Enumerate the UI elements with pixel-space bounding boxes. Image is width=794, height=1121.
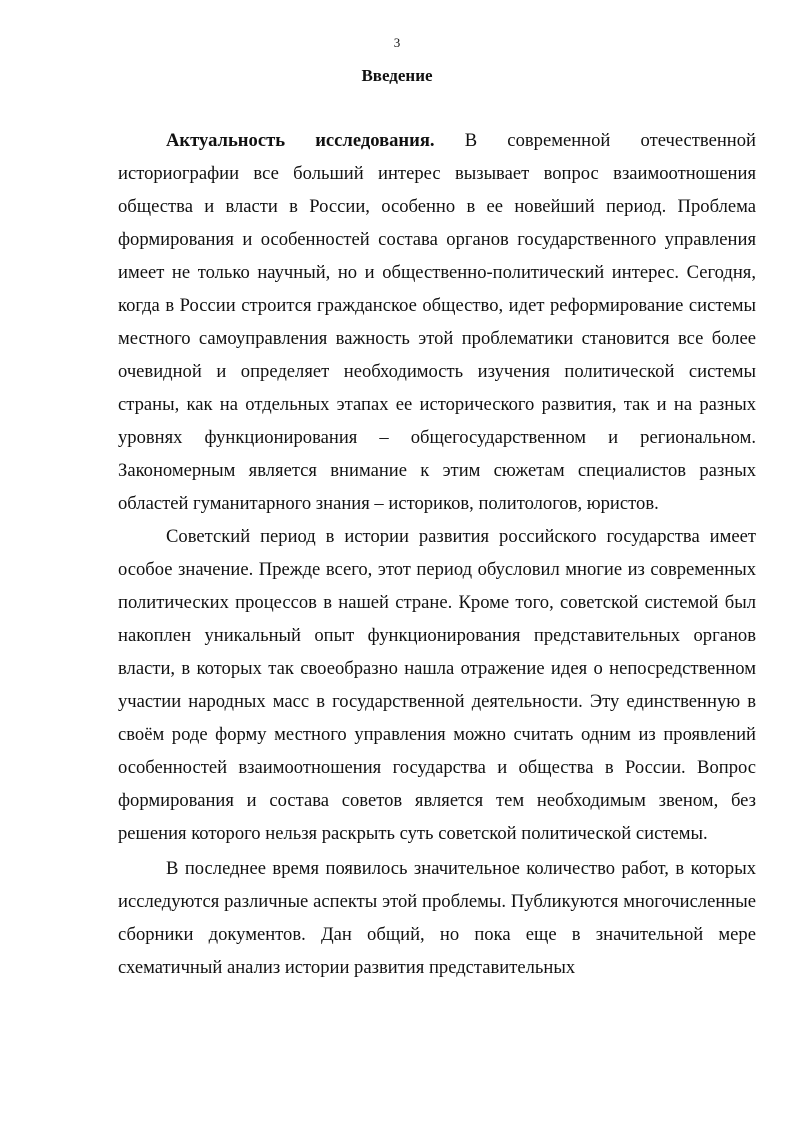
paragraph-recent-works: В последнее время появилось значительное количество работ, в которых исследуются различные аспекты этой проблемы. Публикуются многочисленные сборники документов. Дан общий, но пока еще в значительной мере схематичный анализ истории развития представительных <box>118 858 756 978</box>
paragraph-text: В современной отечественной историографии все больший интерес вызывает вопрос взаимоотношения общества и власти в России, особенно в ее новейший период. Проблема формирования и особенностей состава органов государственного управления имеет не только научный, но и общественно-политический интерес. Сегодня, когда в России строится гражданское общество, идет реформирование системы местного самоуправления важность этой проблематики становится все более очевидной и определяет необходимость изучения политической системы страны, как на отдельных этапах ее исторического развития, так и на разных уровнях функционирования – общегосударственном и региональном. Закономерным является внимание к этим сюжетам специалистов разных областей гуманитарного знания – историков, политологов, юристов. <box>118 130 757 514</box>
page-title: Введение <box>361 66 433 85</box>
page-number: 3 <box>393 35 401 50</box>
document-body <box>118 124 756 984</box>
paragraph-soviet-period: Советский период в истории развития российского государства имеет особое значение. Прежде всего, этот период обусловил многие из современных политических процессов в нашей стране. Кроме того, советской системой был накоплен уникальный опыт функционирования представительных органов власти, в которых так своеобразно нашла отражение идея о непосредственном участии народных масс в государственной деятельности. Эту единственную в своём роде форму местного управления можно считать одним из проявлений особенностей взаимоотношения государства и общества в России. Вопрос формирования и состава советов является тем необходимым звеном, без решения которого нельзя раскрыть суть советской политической системы. <box>118 526 756 844</box>
paragraph-lead: Актуальность исследования. <box>166 130 435 151</box>
paragraph-relevance <box>118 124 756 520</box>
